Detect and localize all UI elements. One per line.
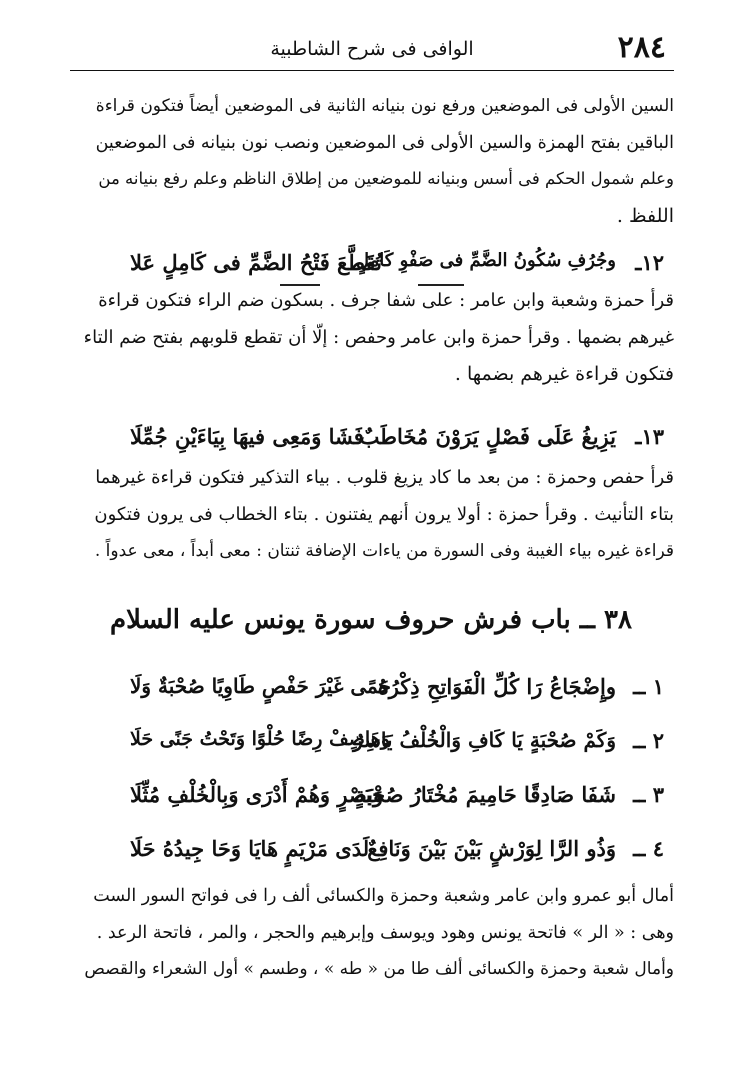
- verse-number: ١٣ـ: [635, 424, 664, 449]
- text-line: قراءة غيره بياء الغيبة وفى السورة من ياءات الإضافة ثنتان : معى أبداً ، معى عدواً .: [94, 541, 674, 561]
- verse-first-hemistich: وَذُو الرَّا لِوَرْشٍ بَيْنَ بَيْنَ وَنَافِعٌ: [367, 836, 616, 861]
- paragraph-commentary-3: [84, 460, 674, 570]
- text-line: وأمال شعبة وحمزة والكسائى ألف طا من « طه » ، وطسم » أول الشعراء والقصص: [84, 959, 674, 979]
- text-line: بتاء التأنيث . وقرأ حمزة : أولا يرون أنهم يفتنون . بتاء الخطاب فى يرون فتكون: [94, 503, 674, 525]
- text-line: غيرهم بضمها . وقرأ حمزة وابن عامر وحفص : إلّا أن تقطع قلوبهم بفتح ضم التاء: [84, 326, 674, 348]
- verse-number: ٢ ــ: [633, 728, 664, 753]
- paragraph-commentary-4: [84, 878, 674, 988]
- paragraph-commentary-1: [84, 88, 674, 234]
- verse-first-hemistich: وَكَمْ صُحْبَةٍ يَا كَافِ وَالْخُلْفُ يَاسِرٌ: [353, 728, 616, 752]
- verse-number: ٤ ــ: [633, 836, 664, 861]
- verse-second-hemistich: وَهَاصِفْ رِضًا حُلْوًا وَتَحْتُ جَنًى حَلَا: [130, 728, 390, 750]
- verse-2: [130, 722, 664, 762]
- text-line: وهى : « الر » فاتحة يونس وهود ويوسف وإبرهيم والحجر ، والمر ، فاتحة الرعد .: [96, 922, 674, 943]
- verse-13: [130, 418, 664, 458]
- verse-3: [130, 776, 664, 816]
- verse-second-hemistich: حَمًى غَيْرَ حَفْصٍ طَاوِيًا صُحْبَةٌ وَلَا: [130, 674, 391, 698]
- verse-12: [130, 244, 664, 284]
- verse-1: [130, 668, 664, 708]
- paragraph-commentary-2: [84, 283, 674, 393]
- verse-second-hemistich: وَبَصْرٍ وَهُمْ أَدْرَى وَبِالْخُلْفِ مُثِّلَا: [130, 782, 384, 807]
- verse-second-hemistich: لَدَى مَرْيَمٍ هَايَا وَحَا جِيدُهُ حَلَا: [130, 836, 370, 861]
- verse-first-hemistich: شَفَا صَادِقًا حَامِيمَ مُخْتَارُ صُحْبَةٍ: [354, 782, 616, 807]
- text-line: قرأ حفص وحمزة : من بعد ما كاد يزيغ قلوب . بياء التذكير فتكون قراءة غيرهما: [95, 467, 674, 488]
- verse-first-hemistich: يَزِيغُ عَلَى فَصْلٍ يَرَوْنَ مُخَاطَبٌ: [359, 424, 616, 449]
- chapter-heading: ٣٨ ــ باب فرش حروف سورة يونس عليه السلام: [110, 605, 632, 635]
- page-header: [70, 28, 674, 71]
- verse-4: [130, 830, 664, 870]
- verse-second-hemistich: فَشَا وَمَعِى فيهَا بِيَاءَيْنِ جُمِّلَا: [130, 424, 364, 449]
- text-line: الباقين بفتح الهمزة والسين الأولى فى الموضعين ونصب نون بنيانه فى الموضعين: [95, 132, 674, 153]
- verse-number: ٣ ــ: [633, 782, 664, 807]
- verse-number: ١٢ـ: [635, 250, 664, 275]
- text-line: وعلم شمول الحكم فى أسس وبنيانه للموضعين من إطلاق الناظم وعلم رفع بنيانه من: [98, 169, 674, 188]
- verse-second-hemistich: تُقَطَّعَ فَتْحُ الضَّمِّ فى كَامِلٍ عَلا: [130, 250, 382, 275]
- text-line: أمال أبو عمرو وابن عامر وشعبة وحمزة والكسائى ألف را فى فواتح السور الست: [93, 886, 674, 906]
- verse-first-hemistich: وإِضْجَاعُ رَا كُلِّ الْفَوَاتِحِ ذِكْرُهُ: [377, 674, 616, 699]
- text-line: السين الأولى فى الموضعين ورفع نون بنيانه الثانية فى الموضعين أيضاً فتكون قراءة: [95, 96, 674, 116]
- verse-first-hemistich: وجُرُفِ سُكُونُ الضَّمِّ فى صَفْوِ كَامِلٍ: [356, 250, 616, 271]
- text-line: قرأ حمزة وشعبة وابن عامر : على شفا جرف . بسكون ضم الراء فتكون قراءة: [98, 290, 674, 311]
- running-title: الوافى فى شرح الشاطبية: [270, 38, 474, 60]
- verse-number: ١ ــ: [633, 674, 664, 699]
- text-line: اللفظ .: [616, 204, 674, 227]
- page-number: ٢٨٤: [617, 30, 666, 65]
- text-line: فتكون قراءة غيرهم بضمها .: [454, 363, 674, 385]
